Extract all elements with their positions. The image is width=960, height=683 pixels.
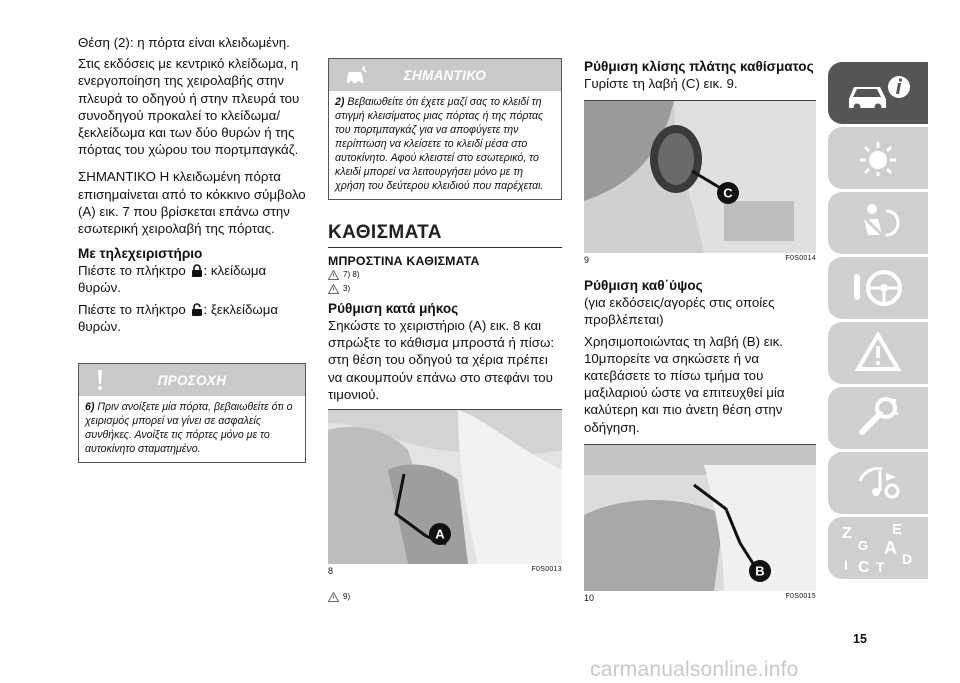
position-2-text: Θέση (2): η πόρτα είναι κλειδωμένη. xyxy=(78,35,290,50)
important-box xyxy=(328,58,562,200)
figure-10-number: 10 xyxy=(584,592,595,603)
front-seats-title: ΜΠΡΟΣΤΙΝΑ ΚΑΘΙΣΜΑΤΑ xyxy=(328,254,480,268)
warning-ref-9: 9) xyxy=(328,590,562,604)
important-lock-indicator-text: ΣΗΜΑΝΤΙΚΟ Η κλειδωμένη πόρτα επισημαίνεται από το κόκκινο σύμβολο (A) εικ. 7 που βρίσκεται επάνω στην εσωτερική χειρολαβή της πόρτας. xyxy=(78,169,306,237)
tab-car-info[interactable] xyxy=(828,62,928,124)
height-adjust-note: (για εκδόσεις/αγορές στις οποίες προβλέπεται) xyxy=(584,295,775,328)
figure-10-photo xyxy=(584,444,816,590)
backrest-adjust-text: Γυρίστε τη λαβή (C) εικ. 9. xyxy=(584,76,738,91)
longitudinal-adjust-text: Σηκώστε το χειριστήριο (A) εικ. 8 και σπρώξτε το κάθισμα μπροστά ή πίσω: στη θέση του οδηγού τα χέρια πρέπει να ακουμπούν επάνω στο στεφάνι του τιμονιού. xyxy=(328,318,555,402)
callout-c-label: C xyxy=(723,185,733,201)
callout-a-label: A xyxy=(435,526,445,542)
backrest-adjust-heading: Ρύθμιση κλίσης πλάτης καθίσματος xyxy=(584,59,814,74)
warning-triangle-icon xyxy=(328,270,339,280)
column-1 xyxy=(78,34,306,463)
tab-maintenance[interactable] xyxy=(828,387,928,449)
column-3 xyxy=(584,58,816,603)
svg-text:T: T xyxy=(876,559,885,575)
figure-9-number: 9 xyxy=(584,255,590,266)
figure-8-code: F0S0013 xyxy=(531,566,562,574)
seat-height-lever-image xyxy=(584,445,816,591)
page-number: 15 xyxy=(853,632,867,646)
warning-ref-3: 3) xyxy=(328,282,562,296)
height-adjust-heading: Ρύθμιση καθ΄ύψος xyxy=(584,278,703,294)
svg-text:C: C xyxy=(858,559,870,576)
svg-text:Z: Z xyxy=(842,525,852,542)
important-text: Βεβαιωθείτε ότι έχετε μαζί σας το κλειδί τη στιγμή κλεισίματος μιας πόρτας ή της πόρτας του πορτμπαγκάζ για να αποφύγετε την περίπτωση να κλείσετε το κλειδί μέσα στο αυτοκίνητο. Αφού κλειστεί στο εσωτερικό, το κλειδί μπορεί να λειτουργήσει μόνο με τη χρήση του δεύτερου κλειδιού που παρέχεται. xyxy=(335,96,544,192)
figure-9-caption xyxy=(584,253,816,265)
tab-starting-driving[interactable] xyxy=(828,257,928,319)
warning-ref-7-8: 7) 8) xyxy=(328,268,562,282)
figure-8-photo xyxy=(328,409,562,563)
seat-longitudinal-lever-image xyxy=(328,410,562,564)
svg-text:A: A xyxy=(884,538,897,558)
central-locking-text: Στις εκδόσεις με κεντρικό κλείδωμα, η ενεργοποίηση της χειρολαβής στην πλευρά το οδηγού ή στην πλευρά του συνοδηγού προκαλεί το κλείδωμα/ξεκλείδωμα και των δύο θυρών ή της πόρτας του χώρου του πορτμπαγκάζ. xyxy=(78,56,300,158)
car-with-key-warning-icon xyxy=(343,64,369,86)
important-body xyxy=(329,91,561,199)
padlock-closed-icon xyxy=(191,264,203,277)
tab-dashboard[interactable] xyxy=(828,127,928,189)
seat-recline-knob-image xyxy=(584,101,816,253)
important-number: 2) xyxy=(335,96,345,108)
callout-b-label: B xyxy=(755,563,765,579)
index-letters-icon xyxy=(836,520,920,576)
svg-text:D: D xyxy=(902,551,913,567)
starting-driving-steering-wheel-icon xyxy=(848,266,908,310)
figure-9-photo xyxy=(584,100,816,252)
longitudinal-adjust-heading: Ρύθμιση κατά μήκος xyxy=(328,301,459,316)
column-2 xyxy=(328,58,562,604)
figure-9-code: F0S0014 xyxy=(785,255,816,263)
figure-8-caption xyxy=(328,564,562,576)
warning-triangle-icon xyxy=(328,592,339,602)
tab-multimedia[interactable] xyxy=(828,452,928,514)
caution-title: ΠΡΟΣΟΧΗ xyxy=(157,372,227,388)
padlock-open-icon xyxy=(191,303,203,316)
height-adjust-text: Χρησιμοποιώντας τη λαβή (B) εικ. 10μπορείτε να σηκώσετε ή να κατεβάσετε το πίσω τμήμα του μαξιλαριού ώστε να επιτευχθεί μία καλύτερη και πιο άνετη θέση στην οδήγηση. xyxy=(584,333,785,435)
tab-index[interactable] xyxy=(828,517,928,579)
unlock-button-text: Πιέστε το πλήκτρο : ξεκλείδωμα θυρών. xyxy=(78,301,279,334)
tab-emergency[interactable] xyxy=(828,322,928,384)
caution-header xyxy=(79,364,305,396)
svg-text:I: I xyxy=(844,557,848,573)
warning-triangle-icon xyxy=(328,284,339,294)
lock-button-text: Πιέστε το πλήκτρο : κλείδωμα θυρών. xyxy=(78,263,267,296)
caution-exclamation-icon xyxy=(93,369,107,391)
emergency-warning-triangle-icon xyxy=(850,331,906,375)
remote-control-heading: Με τηλεχειριστήριο xyxy=(78,246,203,262)
chapter-tabs xyxy=(828,62,928,582)
multimedia-icon xyxy=(850,461,906,505)
maintenance-wrench-icon xyxy=(850,396,906,440)
car-info-icon xyxy=(843,73,913,113)
important-header xyxy=(329,59,561,91)
figure-10-caption xyxy=(584,591,816,603)
caution-text: Πριν ανοίξετε μία πόρτα, βεβαιωθείτε ότι ο χειρισμός μπορεί να γίνει σε ασφαλείς συνθήκες. Ανοίξτε τις πόρτες μόνο με το αυτοκίνητο σταματημένο. xyxy=(85,401,293,456)
safety-seatbelt-airbag-icon xyxy=(850,201,906,245)
svg-text:G: G xyxy=(858,538,869,553)
caution-body xyxy=(79,396,305,462)
caution-box xyxy=(78,363,306,463)
dashboard-warning-light-icon xyxy=(850,138,906,178)
watermark: carmanualsonline.info xyxy=(590,658,799,681)
tab-safety[interactable] xyxy=(828,192,928,254)
caution-number: 6) xyxy=(85,401,95,414)
svg-text:E: E xyxy=(892,521,903,538)
section-title-seats: ΚΑΘΙΣΜΑΤΑ xyxy=(328,222,562,248)
important-title: ΣΗΜΑΝΤΙΚΟ xyxy=(403,67,487,83)
figure-10-code: F0S0015 xyxy=(785,592,816,600)
figure-8-number: 8 xyxy=(328,566,334,577)
